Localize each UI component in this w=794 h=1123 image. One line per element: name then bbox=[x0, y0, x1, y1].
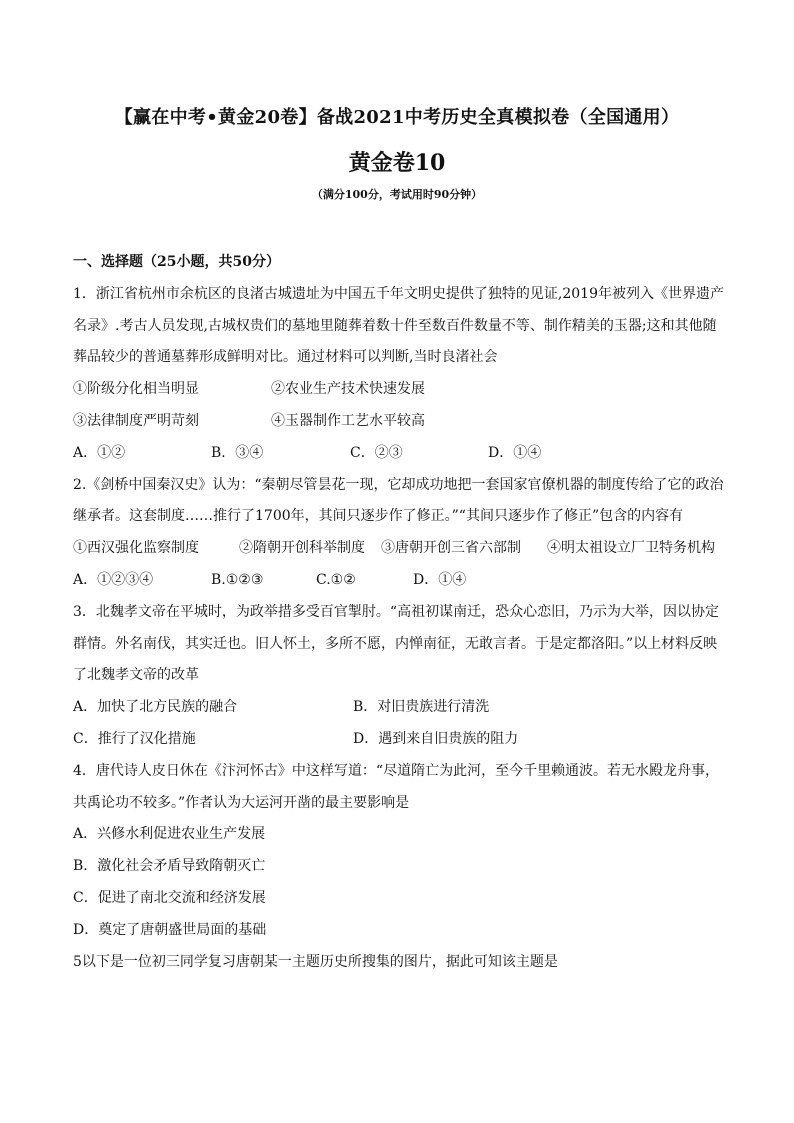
q1-option-b[interactable]: B．③④ bbox=[211, 444, 264, 461]
q3-options-row bbox=[73, 724, 725, 756]
q4-option-d[interactable]: D．奠定了唐朝盛世局面的基础 bbox=[73, 921, 267, 938]
question-1 bbox=[73, 279, 725, 470]
q3-options-row bbox=[73, 692, 725, 724]
section-heading: 一、选择题（25小题，共50分） bbox=[73, 254, 280, 270]
q2-option-a[interactable]: A．①②③④ bbox=[73, 571, 154, 588]
q2-options-row bbox=[73, 565, 725, 597]
exam-subtitle: 黄金卷10 bbox=[348, 150, 446, 176]
q3-option-c[interactable]: C．推行了汉化措施 bbox=[73, 730, 196, 747]
q1-stem-line: 葬品较少的普通墓葬形成鲜明对比。通过材料可以判断,当时良渚社会 bbox=[73, 349, 498, 366]
q2-option-c[interactable]: C.①② bbox=[316, 571, 356, 588]
q4-option-c[interactable]: C．促进了南北交流和经济发展 bbox=[73, 889, 266, 906]
q1-options-row bbox=[73, 438, 725, 470]
q2-option-b[interactable]: B.①②③ bbox=[211, 571, 264, 588]
q1-statement: ③法律制度严明苛刻 bbox=[73, 412, 199, 429]
question-4 bbox=[73, 756, 725, 947]
q3-option-a[interactable]: A．加快了北方民族的融合 bbox=[73, 699, 238, 716]
q1-option-a[interactable]: A．①② bbox=[73, 444, 126, 461]
q1-option-d[interactable]: D．①④ bbox=[488, 444, 542, 461]
q2-stem-line: 继承者。这套制度……推行了1700年，其间只逐步作了修正。”“其间只逐步作了修正”包含的内容有 bbox=[73, 508, 684, 525]
q1-statements-row bbox=[73, 406, 725, 438]
q5-stem: 5以下是一位初三同学复习唐朝某一主题历史所搜集的图片，据此可知该主题是 bbox=[73, 953, 558, 970]
question-2 bbox=[73, 470, 725, 597]
q3-option-b[interactable]: B．对旧贵族进行清洗 bbox=[353, 699, 490, 716]
q1-stem-line: 名录》.考古人员发现,古城权贵们的墓地里随葬着数十件至数百件数量不等、制作精美的玉器;这和其他随 bbox=[73, 317, 717, 334]
q2-statement: ④明太祖设立厂卫特务机构 bbox=[547, 540, 715, 557]
q1-statements-row bbox=[73, 374, 725, 406]
q2-statement: ③唐朝开创三省六部制 bbox=[381, 540, 521, 557]
q1-option-c[interactable]: C．②③ bbox=[350, 444, 403, 461]
q2-statement: ②隋朝开创科举制度 bbox=[239, 540, 365, 557]
q3-stem-line: 了北魏孝文帝的改革 bbox=[73, 667, 199, 684]
q3-stem-line: 3．北魏孝文帝在平城时，为政举措多受百官掣肘。“高祖初谋南迁，恐众心恋旧，乃示为大举，因以协定 bbox=[73, 603, 720, 620]
q4-option-b[interactable]: B．激化社会矛盾导致隋朝灭亡 bbox=[73, 858, 266, 875]
q2-statements-row bbox=[73, 533, 725, 565]
q3-stem-line: 群情。外名南伐，其实迁也。旧人怀土，多所不愿，内惮南征，无敢言者。于是定都洛阳。”以上材料反映 bbox=[73, 635, 718, 652]
question-5 bbox=[73, 947, 725, 979]
q1-stem-line: 1．浙江省杭州市余杭区的良渚古城遗址为中国五千年文明史提供了独特的见证,2019年被列入《世界遗产 bbox=[73, 285, 724, 302]
q1-statement: ④玉器制作工艺水平较高 bbox=[271, 412, 425, 429]
q4-stem-line: 共禹论功不较多。”作者认为大运河开凿的最主要影响是 bbox=[73, 794, 410, 811]
q2-statement: ①西汉强化监察制度 bbox=[73, 540, 199, 557]
exam-note: （满分100分，考试用时90分钟） bbox=[311, 188, 483, 201]
exam-content bbox=[73, 247, 725, 978]
exam-title: 【赢在中考•黄金20卷】备战2021中考历史全真模拟卷（全国通用） bbox=[114, 107, 680, 128]
q4-option-a[interactable]: A．兴修水利促进农业生产发展 bbox=[73, 826, 266, 843]
question-3 bbox=[73, 597, 725, 756]
q1-statement: ②农业生产技术快速发展 bbox=[271, 381, 425, 398]
q2-stem-line: 2.《剑桥中国秦汉史》认为：“秦朝尽管昙花一现，它却成功地把一套国家官僚机器的制度传给了它的政治 bbox=[73, 476, 724, 493]
q3-option-d[interactable]: D．遇到来自旧贵族的阻力 bbox=[353, 730, 519, 747]
q1-statement: ①阶级分化相当明显 bbox=[73, 381, 199, 398]
q4-stem-line: 4．唐代诗人皮日休在《汴河怀古》中这样写道：“尽道隋亡为此河，至今千里赖通波。若无水殿龙舟事， bbox=[73, 762, 720, 779]
q2-option-d[interactable]: D．①④ bbox=[413, 571, 467, 588]
